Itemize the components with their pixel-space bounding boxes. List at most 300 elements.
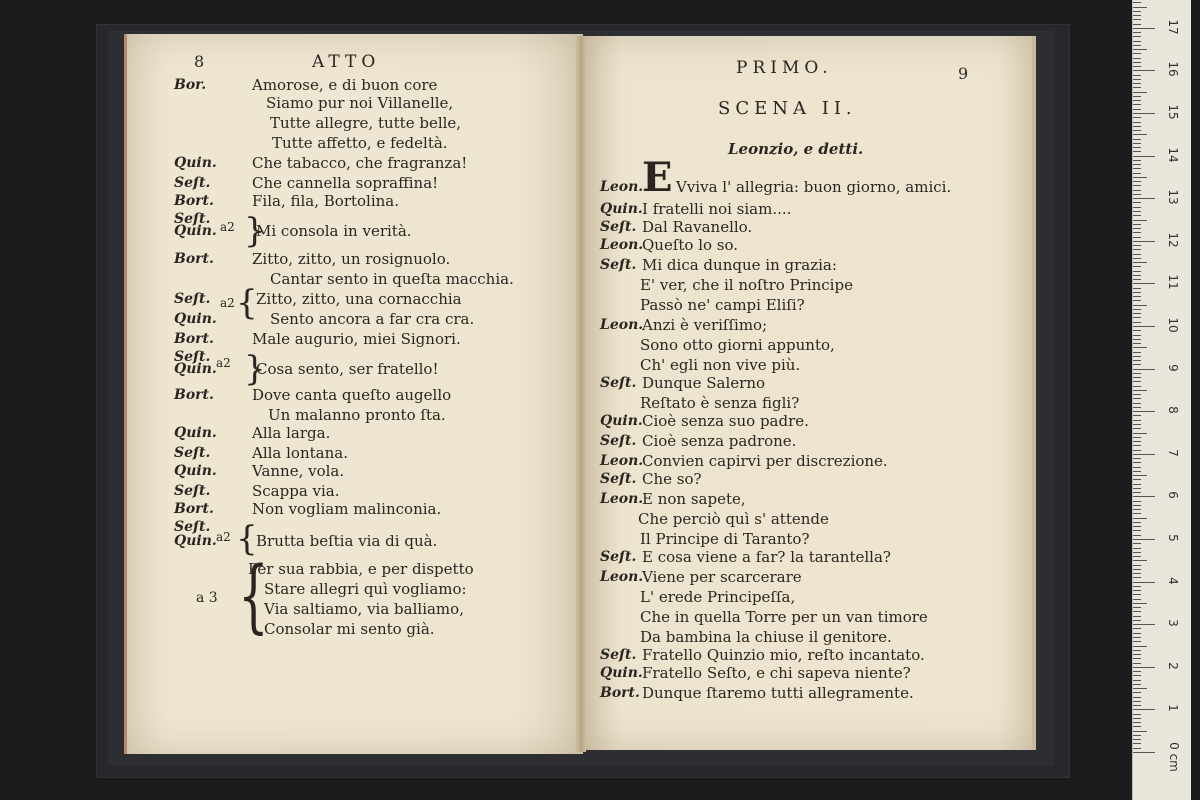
measurement-ruler xyxy=(1132,0,1191,800)
ruler-tick xyxy=(1133,207,1141,208)
ruler-tick xyxy=(1133,360,1141,361)
verse-line: Cioè senza padrone. xyxy=(642,432,797,450)
ruler-tick xyxy=(1133,11,1141,12)
drop-cap: E xyxy=(642,154,673,201)
ruler-tick xyxy=(1133,300,1141,301)
ruler-tick xyxy=(1133,245,1141,246)
ruler-tick xyxy=(1133,599,1141,600)
speaker-label: Leon. xyxy=(600,237,644,253)
verse-line: E' ver, che il noſtro Principe xyxy=(640,276,853,294)
speaker-label: Seſt. xyxy=(600,647,637,663)
ruler-tick xyxy=(1133,475,1147,476)
verse-line: Fratello Seſto, e chi sapeva niente? xyxy=(642,664,911,682)
ruler-tick xyxy=(1133,705,1141,706)
speaker-label: Seſt. xyxy=(600,219,637,235)
ruler-tick xyxy=(1133,675,1141,676)
ruler-tick xyxy=(1133,509,1141,510)
speaker-label: Quin. xyxy=(174,425,217,441)
speaker-label: Bort. xyxy=(174,251,214,267)
ruler-tick xyxy=(1133,654,1141,655)
brace: { xyxy=(236,519,258,559)
ruler-tick xyxy=(1133,190,1141,191)
verse-line: Per sua rabbia, e per dispetto xyxy=(248,560,474,578)
verse-line: Tutte allegre, tutte belle, xyxy=(270,114,462,132)
verse-line: Viene per scarcerare xyxy=(642,568,802,586)
ruler-tick xyxy=(1133,496,1155,497)
ruler-tick xyxy=(1133,66,1141,67)
ruler-tick xyxy=(1133,241,1155,242)
ruler-tick xyxy=(1133,232,1141,233)
speaker-label: Bor. xyxy=(174,77,207,93)
ruler-tick xyxy=(1133,428,1141,429)
ruler-tick xyxy=(1133,262,1147,263)
left-page-number: 8 xyxy=(194,52,205,71)
right-page-number: 9 xyxy=(958,64,969,83)
ruler-tick xyxy=(1133,398,1141,399)
ruler-tick xyxy=(1133,79,1141,80)
ruler-tick xyxy=(1133,266,1141,267)
ruler-number: 4 xyxy=(1166,576,1180,585)
ruler-tick xyxy=(1133,607,1141,608)
ruler-tick xyxy=(1133,611,1141,612)
ruler-tick xyxy=(1133,215,1141,216)
ruler-tick xyxy=(1133,279,1141,280)
ruler-tick xyxy=(1133,437,1141,438)
ruler-number: 17 xyxy=(1166,19,1180,35)
brace: { xyxy=(236,283,258,323)
speaker-label: Seſt. xyxy=(174,445,211,461)
ruler-unit-label: 0 cm xyxy=(1167,742,1181,772)
ruler-tick xyxy=(1133,164,1141,165)
speaker-label: Quin. xyxy=(174,223,217,239)
ruler-tick xyxy=(1133,283,1155,284)
verse-line: Da bambina la chiuse il genitore. xyxy=(640,628,892,646)
ruler-tick xyxy=(1133,117,1141,118)
ruler-tick xyxy=(1133,420,1141,421)
verse-line: Queſto lo so. xyxy=(642,236,739,254)
ruler-tick xyxy=(1133,403,1141,404)
ruler-number: 6 xyxy=(1166,491,1180,500)
ruler-tick xyxy=(1133,339,1141,340)
ruler-number: 16 xyxy=(1166,61,1180,78)
ruler-tick xyxy=(1133,326,1155,327)
verse-line: Amorose, e di buon core xyxy=(252,76,438,94)
ruler-tick xyxy=(1133,373,1141,374)
ruler-number: 3 xyxy=(1166,619,1180,627)
verse-line: E non sapete, xyxy=(642,490,746,508)
ruler-tick xyxy=(1133,271,1141,272)
ruler-tick xyxy=(1133,462,1141,463)
ruler-number: 9 xyxy=(1166,363,1180,372)
ruler-tick xyxy=(1133,526,1141,527)
ruler-tick xyxy=(1133,726,1141,727)
verse-line: Scappa via. xyxy=(252,482,340,500)
ruler-tick xyxy=(1133,663,1141,664)
speaker-label: Seſt. xyxy=(174,519,211,535)
ruler-tick xyxy=(1133,75,1141,76)
verse-line: Via saltiamo, via balliamo, xyxy=(264,600,464,618)
speaker-label: Bort. xyxy=(174,387,214,403)
ruler-tick xyxy=(1133,552,1141,553)
ruler-tick xyxy=(1133,275,1141,276)
ruler-tick xyxy=(1133,151,1141,152)
ruler-tick xyxy=(1133,317,1141,318)
speaker-label: Bort. xyxy=(600,685,640,701)
speaker-label: Quin. xyxy=(174,533,217,549)
ruler-tick xyxy=(1133,92,1147,93)
ruler-tick xyxy=(1133,441,1141,442)
ruler-tick xyxy=(1133,364,1141,365)
ruler-number: 8 xyxy=(1166,406,1180,414)
ruler-number: 1 xyxy=(1166,704,1180,713)
ruler-tick xyxy=(1133,450,1141,451)
speaker-label: Seſt. xyxy=(174,175,211,191)
ruler-tick xyxy=(1133,224,1141,225)
ruler-tick xyxy=(1133,411,1155,412)
ruler-tick xyxy=(1133,620,1141,621)
ruler-tick xyxy=(1133,130,1141,131)
ruler-tick xyxy=(1133,83,1141,84)
verse-line: Dove canta queſto augello xyxy=(252,386,452,404)
ruler-tick xyxy=(1133,458,1141,459)
verse-line: Sento ancora a far cra cra. xyxy=(270,310,475,328)
ruler-number: 13 xyxy=(1166,189,1180,205)
ruler-tick xyxy=(1133,143,1141,144)
verse-line: Cioè senza suo padre. xyxy=(642,412,809,430)
verse-line: Anzi è veriſſimo; xyxy=(642,316,768,334)
ruler-tick xyxy=(1133,718,1141,719)
verse-line: Consolar mi sento già. xyxy=(264,620,435,638)
ruler-tick xyxy=(1133,586,1141,587)
ruler-tick xyxy=(1133,352,1141,353)
ruler-tick xyxy=(1133,530,1141,531)
ruler-tick xyxy=(1133,330,1141,331)
verse-line: Passò ne' campi Eliſi? xyxy=(640,296,805,314)
a3-mark: a 3 xyxy=(196,590,218,606)
ruler-tick xyxy=(1133,739,1141,740)
ruler-tick xyxy=(1133,590,1141,591)
ruler-number: 12 xyxy=(1166,232,1180,248)
ruler-tick xyxy=(1133,637,1141,638)
ruler-tick xyxy=(1133,646,1147,647)
ruler-tick xyxy=(1133,501,1141,502)
ruler-tick xyxy=(1133,173,1141,174)
ruler-tick xyxy=(1133,714,1141,715)
ruler-tick xyxy=(1133,603,1147,604)
ruler-tick xyxy=(1133,671,1141,672)
verse-line: Brutta beſtia via di quà. xyxy=(256,532,438,550)
ruler-tick xyxy=(1133,7,1147,8)
a2-mark: a2 xyxy=(220,296,235,310)
verse-line: Fila, fila, Bortolina. xyxy=(252,192,400,210)
ruler-tick xyxy=(1133,139,1141,140)
verse-line: Dunque Salerno xyxy=(642,374,766,392)
ruler-tick xyxy=(1133,58,1141,59)
a2-mark: a2 xyxy=(216,530,231,544)
verse-line: Mi dica dunque in grazia: xyxy=(642,256,837,274)
ruler-tick xyxy=(1133,24,1141,25)
speaker-label: Quin. xyxy=(174,311,217,327)
speaker-label: Quin. xyxy=(600,413,643,429)
speaker-label: Leon. xyxy=(600,569,644,585)
verse-line: Siamo pur noi Villanelle, xyxy=(266,94,454,112)
ruler-tick xyxy=(1133,122,1141,123)
ruler-tick xyxy=(1133,650,1141,651)
ruler-tick xyxy=(1133,577,1141,578)
ruler-tick xyxy=(1133,45,1141,46)
ruler-tick xyxy=(1133,185,1141,186)
ruler-tick xyxy=(1133,471,1141,472)
ruler-tick xyxy=(1133,369,1155,370)
ruler-tick xyxy=(1133,381,1141,382)
speaker-label: Quin. xyxy=(600,201,643,217)
speaker-label: Seſt. xyxy=(600,471,637,487)
ruler-tick xyxy=(1133,556,1141,557)
ruler-tick xyxy=(1133,513,1141,514)
verse-line: Un malanno pronto ſta. xyxy=(268,406,446,424)
ruler-tick xyxy=(1133,313,1141,314)
ruler-tick xyxy=(1133,743,1141,744)
speaker-label: Bort. xyxy=(174,193,214,209)
speaker-label: Seſt. xyxy=(174,291,211,307)
ruler-tick xyxy=(1133,322,1141,323)
ruler-tick xyxy=(1133,722,1141,723)
ruler-tick xyxy=(1133,237,1141,238)
ruler-tick xyxy=(1133,156,1155,157)
right-running-head: PRIMO. xyxy=(736,58,833,78)
ruler-tick xyxy=(1133,70,1155,71)
ruler-tick xyxy=(1133,87,1141,88)
ruler-number: 5 xyxy=(1166,534,1180,542)
ruler-tick xyxy=(1133,484,1141,485)
ruler-number: 14 xyxy=(1166,146,1180,163)
ruler-tick xyxy=(1133,692,1141,693)
ruler-tick xyxy=(1133,305,1147,306)
ruler-tick xyxy=(1133,415,1141,416)
ruler-tick xyxy=(1133,147,1141,148)
ruler-tick xyxy=(1133,194,1141,195)
verse-line: Zitto, zitto, un rosignuolo. xyxy=(252,250,451,268)
ruler-tick xyxy=(1133,565,1141,566)
ruler-tick xyxy=(1133,573,1141,574)
speaker-label: Seſt. xyxy=(174,483,211,499)
ruler-tick xyxy=(1133,492,1141,493)
ruler-tick xyxy=(1133,100,1141,101)
ruler-tick xyxy=(1133,454,1155,455)
ruler-tick xyxy=(1133,709,1155,710)
verse-line: Tutte affetto, e fedeltà. xyxy=(272,134,448,152)
ruler-tick xyxy=(1133,390,1147,391)
ruler-tick xyxy=(1133,202,1141,203)
ruler-tick xyxy=(1133,292,1141,293)
ruler-tick xyxy=(1133,569,1141,570)
ruler-tick xyxy=(1133,96,1141,97)
ruler-tick xyxy=(1133,445,1141,446)
verse-line: Che in quella Torre per un van timore xyxy=(640,608,928,626)
ruler-tick xyxy=(1133,288,1141,289)
ruler-tick xyxy=(1133,49,1147,50)
speaker-label: Quin. xyxy=(174,361,217,377)
ruler-tick xyxy=(1133,198,1155,199)
ruler-number: 2 xyxy=(1166,661,1180,670)
ruler-tick xyxy=(1133,386,1141,387)
ruler-tick xyxy=(1133,633,1141,634)
speaker-label: Quin. xyxy=(600,665,643,681)
ruler-tick xyxy=(1133,616,1141,617)
verse-line: Che perciò quì s' attende xyxy=(638,510,829,528)
verse-line: Che so? xyxy=(642,470,702,488)
verse-line: Mi consola in verità. xyxy=(256,222,412,240)
ruler-tick xyxy=(1133,53,1141,54)
ruler-tick xyxy=(1133,249,1141,250)
speaker-label: Leon. xyxy=(600,179,644,195)
ruler-tick xyxy=(1133,377,1141,378)
verse-line: Vviva l' allegria: buon giorno, amici. xyxy=(676,178,952,196)
verse-line: Il Principe di Taranto? xyxy=(640,530,810,548)
verse-line: Non vogliam malinconia. xyxy=(252,500,442,518)
ruler-tick xyxy=(1133,735,1141,736)
ruler-tick xyxy=(1133,177,1147,178)
a2-mark: a2 xyxy=(216,356,231,370)
verse-line: Dal Ravanello. xyxy=(642,218,753,236)
brace: } xyxy=(244,349,266,389)
brace: { xyxy=(238,549,269,642)
ruler-number: 15 xyxy=(1166,104,1180,120)
ruler-tick xyxy=(1133,109,1141,110)
verse-line: Stare allegri quì vogliamo: xyxy=(264,580,467,598)
ruler-tick xyxy=(1133,309,1141,310)
ruler-tick xyxy=(1133,134,1147,135)
ruler-number: 11 xyxy=(1166,274,1180,291)
a2-mark: a2 xyxy=(220,220,235,234)
verse-line: Sono otto giorni appunto, xyxy=(640,336,835,354)
ruler-tick xyxy=(1133,752,1155,753)
ruler-tick xyxy=(1133,680,1141,681)
ruler-tick xyxy=(1133,347,1147,348)
ruler-number: 10 xyxy=(1166,317,1180,333)
ruler-tick xyxy=(1133,15,1141,16)
ruler-tick xyxy=(1133,543,1141,544)
ruler-tick xyxy=(1133,701,1141,702)
ruler-tick xyxy=(1133,296,1141,297)
ruler-tick xyxy=(1133,343,1141,344)
ruler-tick xyxy=(1133,407,1141,408)
verse-line: Alla lontana. xyxy=(252,444,348,462)
verse-line: Che tabacco, che fragranza! xyxy=(252,154,468,172)
speaker-label: Quin. xyxy=(174,155,217,171)
speaker-label: Seſt. xyxy=(600,549,637,565)
ruler-tick xyxy=(1133,594,1141,595)
ruler-tick xyxy=(1133,748,1141,749)
verse-line: Cantar sento in queſta macchia. xyxy=(270,270,514,288)
speaker-label: Leon. xyxy=(600,491,644,507)
ruler-tick xyxy=(1133,41,1141,42)
ruler-tick xyxy=(1133,628,1141,629)
ruler-tick xyxy=(1133,356,1141,357)
verse-line: Che cannella sopraffina! xyxy=(252,174,439,192)
ruler-tick xyxy=(1133,168,1141,169)
verse-line: Fratello Quinzio mio, reſto incantato. xyxy=(642,646,925,664)
ruler-tick xyxy=(1133,126,1141,127)
ruler-tick xyxy=(1133,254,1141,255)
scene-characters: Leonzio, e detti. xyxy=(728,140,864,158)
ruler-tick xyxy=(1133,624,1155,625)
ruler-tick xyxy=(1133,62,1141,63)
ruler-tick xyxy=(1133,467,1141,468)
verse-line: Alla larga. xyxy=(252,424,331,442)
ruler-tick xyxy=(1133,160,1141,161)
ruler-tick xyxy=(1133,394,1141,395)
speaker-label: Leon. xyxy=(600,317,644,333)
verse-line: Convien capirvi per discrezione. xyxy=(642,452,888,470)
speaker-label: Seſt. xyxy=(600,433,637,449)
ruler-tick xyxy=(1133,258,1141,259)
speaker-label: Bort. xyxy=(174,501,214,517)
ruler-tick xyxy=(1133,220,1147,221)
ruler-tick xyxy=(1133,32,1141,33)
left-running-head: ATTO xyxy=(312,52,381,72)
ruler-tick xyxy=(1133,335,1141,336)
verse-line: Cosa sento, ser fratello! xyxy=(256,360,439,378)
scene-title: SCENA II. xyxy=(718,98,857,119)
speaker-label: Quin. xyxy=(174,463,217,479)
verse-line: L' erede Principeſſa, xyxy=(640,588,796,606)
ruler-tick xyxy=(1133,518,1147,519)
verse-line: I fratelli noi siam.... xyxy=(642,200,792,218)
ruler-tick xyxy=(1133,641,1141,642)
ruler-tick xyxy=(1133,36,1141,37)
verse-line: Zitto, zitto, una cornacchia xyxy=(256,290,462,308)
speaker-label: Leon. xyxy=(600,453,644,469)
verse-line: Reſtato è senza figli? xyxy=(640,394,800,412)
ruler-tick xyxy=(1133,479,1141,480)
verse-line: Dunque ſtaremo tutti allegramente. xyxy=(642,684,914,702)
ruler-number: 7 xyxy=(1166,448,1180,457)
speaker-label: Seſt. xyxy=(174,349,211,365)
ruler-tick xyxy=(1133,433,1147,434)
ruler-tick xyxy=(1133,560,1147,561)
verse-line: Vanne, vola. xyxy=(252,462,345,480)
ruler-tick xyxy=(1133,539,1155,540)
ruler-tick xyxy=(1133,522,1141,523)
ruler-tick xyxy=(1133,211,1141,212)
speaker-label: Seſt. xyxy=(174,211,211,227)
ruler-tick xyxy=(1133,731,1147,732)
ruler-tick xyxy=(1133,104,1141,105)
ruler-tick xyxy=(1133,548,1141,549)
brace: } xyxy=(244,211,266,251)
ruler-tick xyxy=(1133,582,1155,583)
verse-line: Male augurio, miei Signori. xyxy=(252,330,461,348)
ruler-tick xyxy=(1133,667,1155,668)
ruler-tick xyxy=(1133,113,1155,114)
ruler-tick xyxy=(1133,697,1141,698)
ruler-tick xyxy=(1133,684,1141,685)
ruler-tick xyxy=(1133,19,1141,20)
ruler-tick xyxy=(1133,688,1147,689)
ruler-tick xyxy=(1133,28,1155,29)
verse-line: Ch' egli non vive più. xyxy=(640,356,801,374)
ruler-tick xyxy=(1133,658,1141,659)
ruler-tick xyxy=(1133,535,1141,536)
ruler-tick xyxy=(1133,228,1141,229)
ruler-tick xyxy=(1133,505,1141,506)
speaker-label: Bort. xyxy=(174,331,214,347)
ruler-tick xyxy=(1133,181,1141,182)
speaker-label: Seſt. xyxy=(600,257,637,273)
book-gutter xyxy=(576,36,586,752)
ruler-tick xyxy=(1133,2,1141,3)
